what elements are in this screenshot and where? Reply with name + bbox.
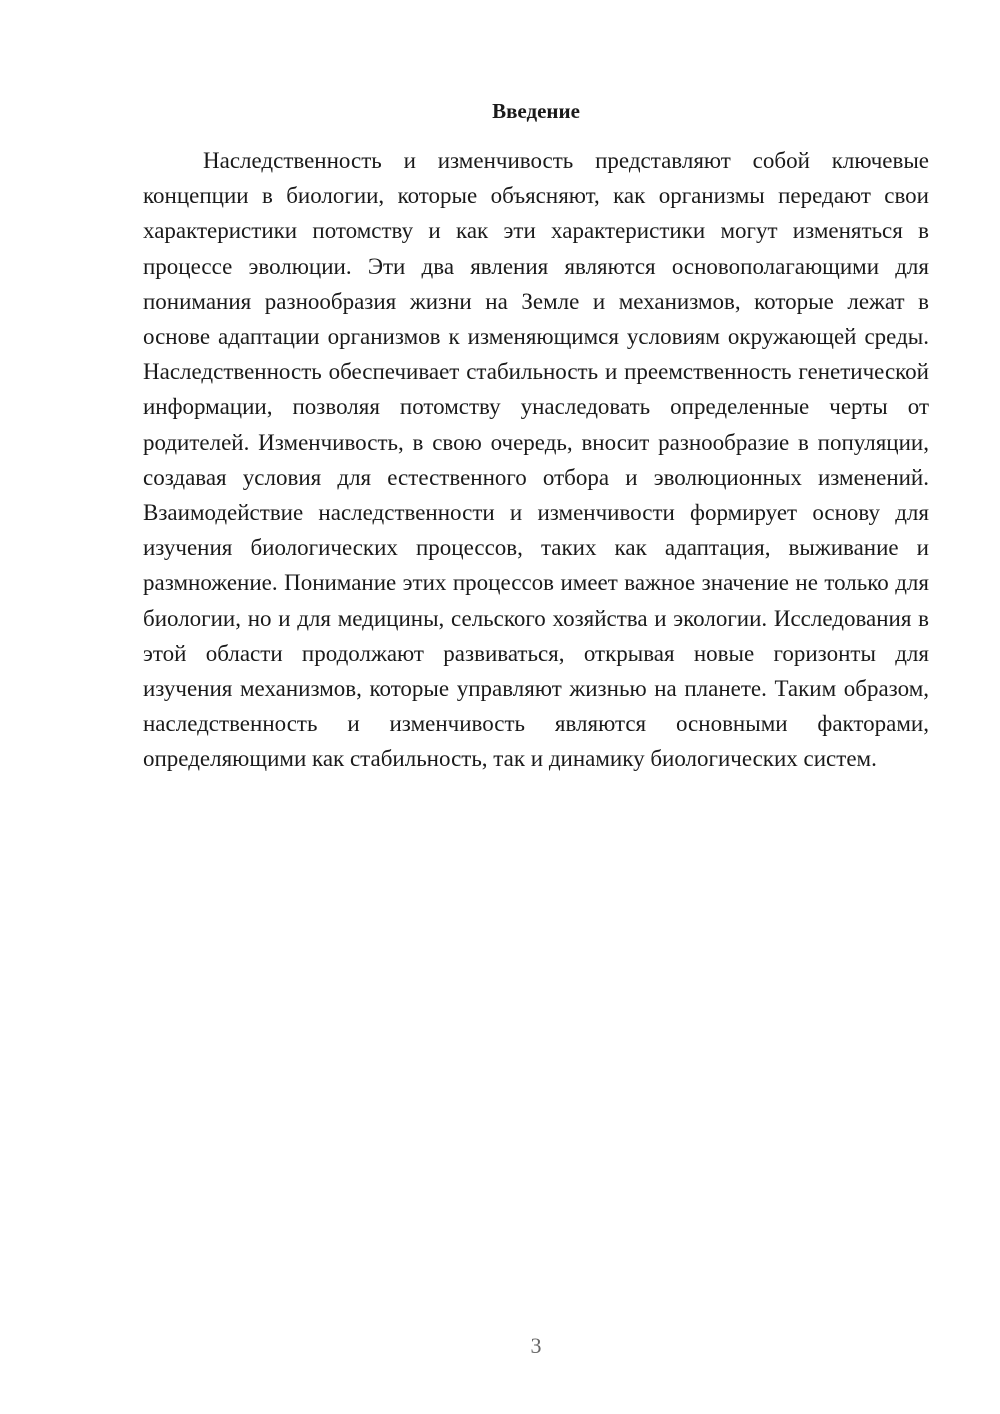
page-number: 3 [530,1333,542,1358]
section-title: Введение [492,99,580,123]
body-paragraph: Наследственность и изменчивость представляют собой ключевые концепции в биологии, которые объясняют, как организмы передают свои характеристики потомству и как эти характеристики могут изменяться в процессе эволюции. Эти два явления являются основополагающими для понимания разнообразия жизни на Земле и механизмов, которые лежат в основе адаптации организмов к изменяющимся условиям окружающей среды. Наследственность обеспечивает стабильность и преемственность генетической информации, позволяя потомству унаследовать определенные черты от родителей. Изменчивость, в свою очередь, вносит разнообразие в популяции, создавая условия для естественного отбора и эволюционных изменений. Взаимодействие наследственности и изменчивости формирует основу для изучения биологических процессов, таких как адаптация, выживание и размножение. Понимание этих процессов имеет важное значение не только для биологии, но и для медицины, сельского хозяйства и экологии. Исследования в этой области продолжают развиваться, открывая новые горизонты для изучения механизмов, которые управляют жизнью на планете. Таким образом, наследственность и изменчивость являются основными факторами, определяющими как стабильность, так и динамику биологических систем. [143,148,929,772]
